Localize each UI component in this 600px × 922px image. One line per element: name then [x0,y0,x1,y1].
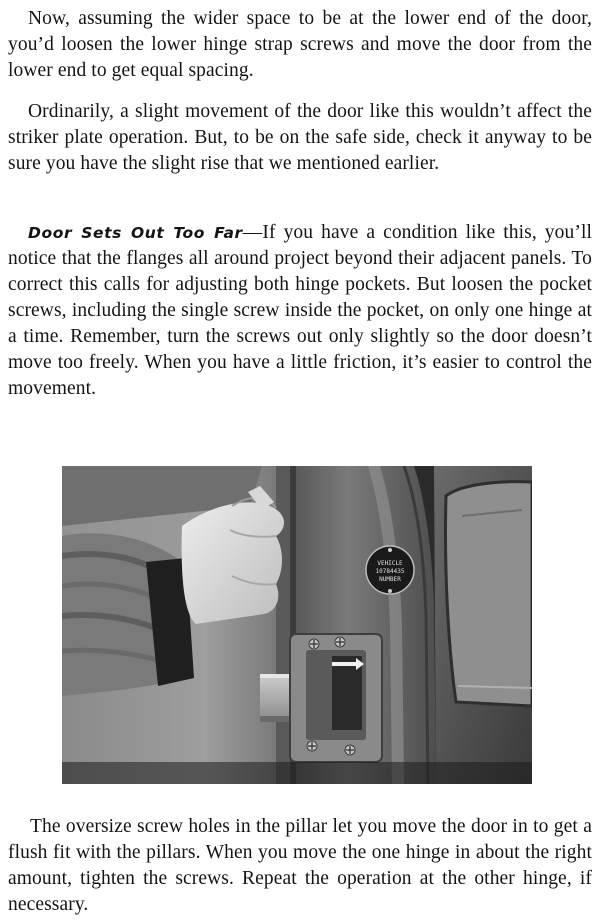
plate-line-2: 10784435 [375,568,405,575]
hinge-pocket [290,634,382,762]
paragraph-door-sets-out [8,220,592,402]
paragraph-body: —If you have a condition like this, you’ll notice that the flanges all around project beyond their adjacent panels. To correct this calls for adjusting both hinge pockets. But loosen the pocket screws, including the single screw inside the pocket, on only one hinge at a time. Remember, turn the screws out only slightly so the door doesn’t move too freely. When you have a little friction, it’s easier to control the movement. [8,222,592,399]
paragraph-lower-hinge-adjustment: Now, assuming the wider space to be at the lower end of the door, you’d loosen the lower hinge strap screws and move the door from the lower end to get equal spacing. [8,8,592,81]
screw-icon [309,639,319,649]
plate-line-3: NUMBER [379,576,401,583]
screw-icon [307,741,317,751]
screw-icon [335,637,345,647]
plate-line-1: VEHICLE [377,560,403,567]
screw-icon [345,745,355,755]
door-hinge-photo [62,466,532,784]
arm-sleeve [62,533,194,696]
body-panel-right [434,466,532,784]
paragraph-oversize-screw-holes: The oversize screw holes in the pillar let you move the door in to get a flush fit with the pillars. When you move the one hinge in about the right amount, tighten the screws. Repeat the operation at the other hinge, if necessary. [8,816,592,915]
run-in-heading: Door Sets Out Too Far [28,224,243,242]
paragraph-striker-plate-check: Ordinarily, a slight movement of the door like this wouldn’t affect the striker plate operation. But, to be on the safe side, check it anyway to be sure you have the slight rise that we mentioned earlier. [8,101,592,174]
vehicle-number-plate [366,546,414,594]
